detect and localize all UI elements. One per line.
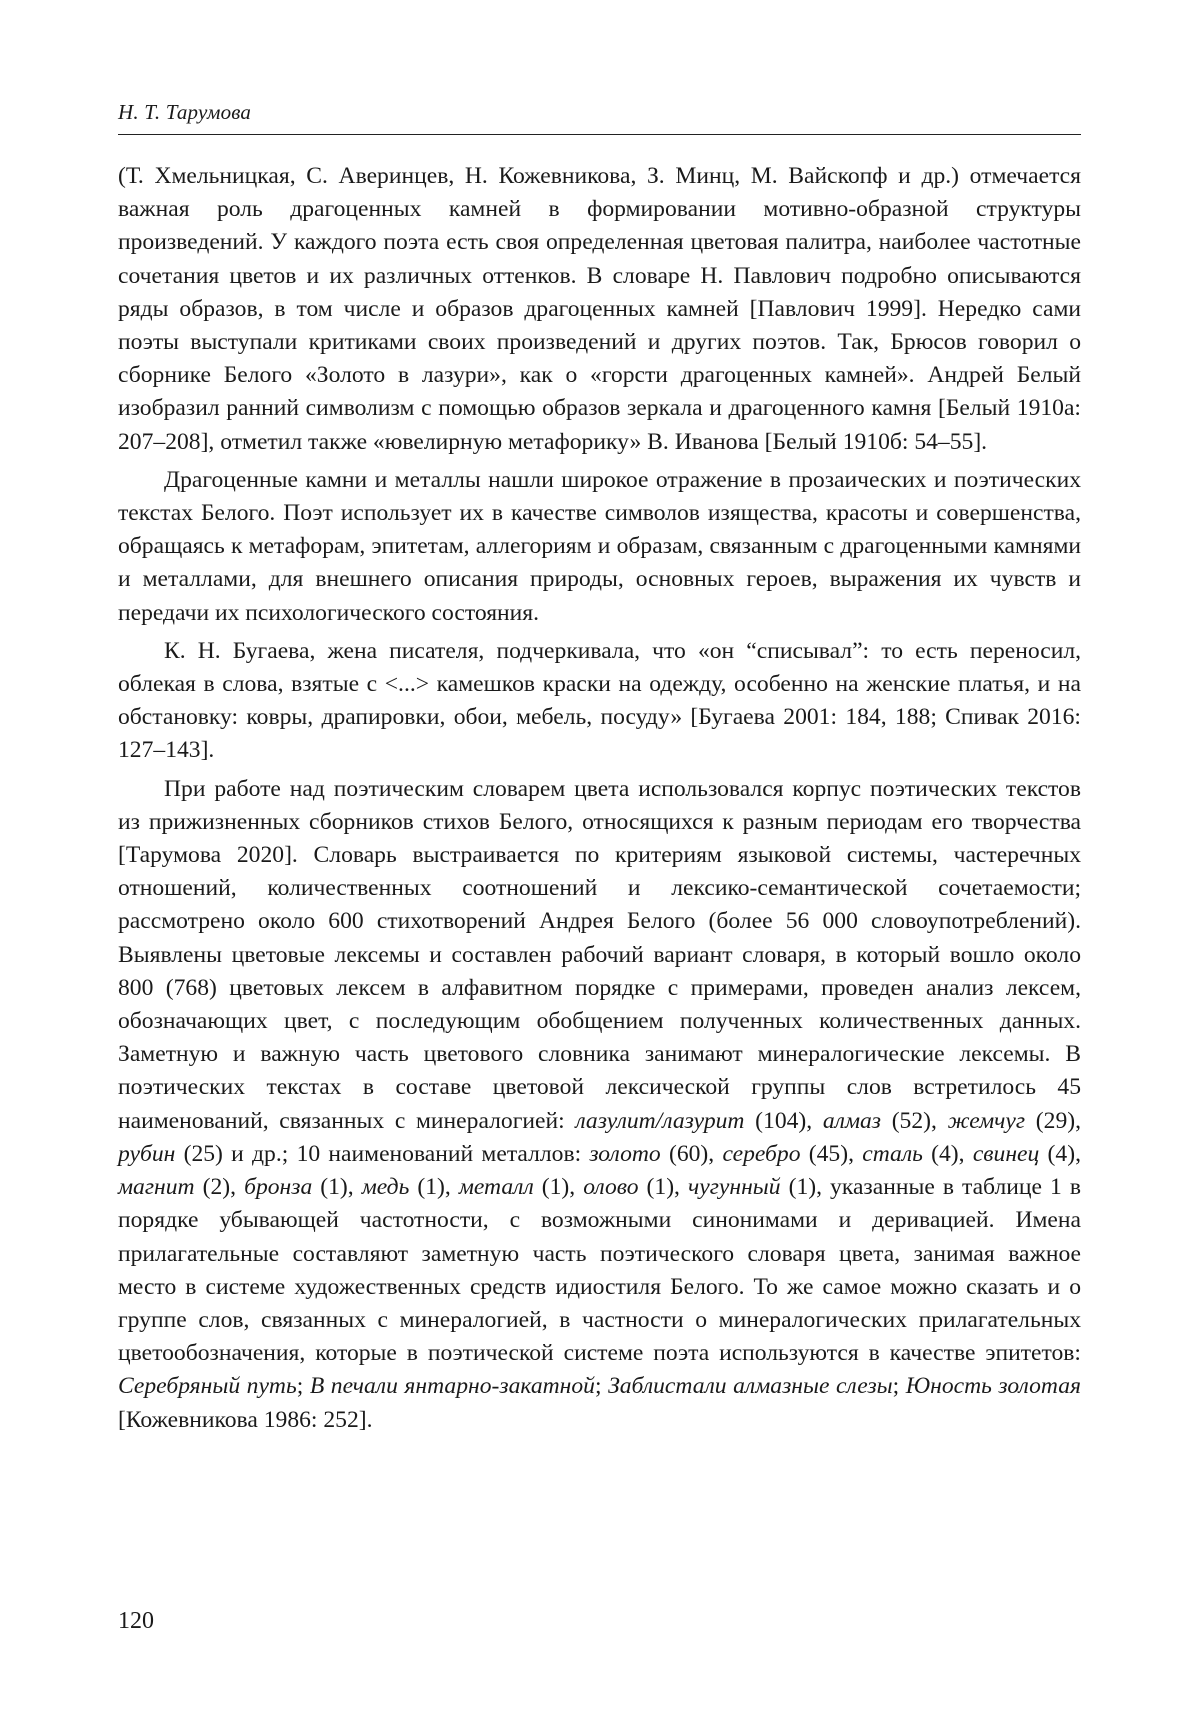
- text-run: (52),: [881, 1107, 948, 1134]
- italic-term: чугунный: [687, 1174, 781, 1201]
- text-run: (25) и др.; 10 наименований металлов:: [175, 1140, 590, 1167]
- italic-term: магнит: [118, 1174, 195, 1201]
- text-run: ;: [296, 1373, 310, 1400]
- italic-term: олово: [583, 1174, 639, 1201]
- italic-term: Серебряный путь: [118, 1373, 297, 1400]
- text-run: (60),: [660, 1140, 723, 1167]
- italic-term: Юность золотая: [905, 1373, 1081, 1400]
- text-run: К. Н. Бугаева, жена писателя, подчеркивала, что «он “списывал”: то есть переносил, облекая в слова, взятые с <...> камешков краски на одежду, особенно на женские платья, и на обстановку: ковры, драпировки, обои, мебель, посуду» [Бугаева 2001: 184, 188; Спивак 2016: 127–143].: [118, 637, 1081, 764]
- italic-term: золото: [589, 1140, 661, 1167]
- italic-term: рубин: [118, 1140, 176, 1167]
- text-run: ;: [892, 1373, 906, 1400]
- body-text: [118, 160, 1081, 1437]
- text-run: Драгоценные камни и металлы нашли широкое отражение в прозаических и поэтических текстах Белого. Поэт использует их в качестве символов изящества, красоты и совершенства, обращаясь к метафорам, эпитетам, аллегориям и образам, связанным с драгоценными камнями и металлами, для внешнего описания природы, основных героев, выражения их чувств и передачи их психологического состояния.: [118, 466, 1081, 626]
- text-run: При работе над поэтическим словарем цвета использовался корпус поэтических текстов из прижизненных сборников стихов Белого, относящихся к разным периодам его творчества [Тарумова 2020]. Словарь выстраивается по критериям языковой системы, частеречных отношений, количественных соотношений и лексико-семантической сочетаемости; рассмотрено около 600 стихотворений Андрея Белого (более 56 000 словоупотреблений). Выявлены цветовые лексемы и составлен рабочий вариант словаря, в который вошло около 800 (768) цветовых лексем в алфавитном порядке с примерами, проведен анализ лексем, обозначающих цвет, с последующим обобщением полученных количественных данных. Заметную и важную часть цветового словника занимают минералогические лексемы. В поэтических текстах в составе цветовой лексической группы слов встретилось 45 наименований, связанных с минералогией:: [118, 775, 1081, 1134]
- paragraph-1: [118, 160, 1081, 459]
- italic-term: Заблистали алмазные слезы: [608, 1373, 893, 1400]
- text-run: (1), указанные в таблице 1 в порядке убывающей частотности, с возможными синонимами и деривацией. Имена прилагательные составляют заметную часть поэтического словаря цвета, занимая важное место в системе художественных средств идиостиля Белого. То же самое можно сказать и о группе слов, связанных с минералогией, в частности о минералогических прилагательных цветообозначения, которые в поэтической системе поэта используются в качестве эпитетов:: [118, 1174, 1081, 1367]
- italic-term: бронза: [244, 1174, 313, 1201]
- text-run: ;: [594, 1373, 609, 1400]
- italic-term: свинец: [972, 1140, 1040, 1167]
- text-run: (104),: [744, 1107, 823, 1134]
- italic-term: В печали янтарно-закатной: [309, 1373, 595, 1400]
- text-run: (45),: [800, 1140, 863, 1167]
- text-run: (4),: [922, 1140, 973, 1167]
- text-run: [Кожевникова 1986: 252].: [118, 1406, 373, 1433]
- paragraph-3: [118, 635, 1081, 768]
- text-run: (1),: [409, 1174, 459, 1201]
- text-run: (2),: [194, 1174, 245, 1201]
- italic-term: жемчуг: [947, 1107, 1026, 1134]
- italic-term: алмаз: [822, 1107, 882, 1134]
- text-run: (1),: [533, 1174, 584, 1201]
- running-head: Н. Т. Тарумова: [118, 100, 1081, 135]
- text-run: (29),: [1025, 1107, 1081, 1134]
- italic-term: сталь: [862, 1140, 923, 1167]
- page-number: 120: [118, 1608, 154, 1634]
- paragraph-4: [118, 773, 1081, 1437]
- text-run: (1),: [312, 1174, 362, 1201]
- italic-term: металл: [458, 1174, 534, 1201]
- italic-term: лазулит/лазурит: [575, 1107, 745, 1134]
- italic-term: медь: [361, 1174, 410, 1201]
- text-run: (1),: [638, 1174, 688, 1201]
- text-run: (4),: [1039, 1140, 1081, 1167]
- paragraph-2: [118, 464, 1081, 630]
- text-run: (Т. Хмельницкая, С. Аверинцев, Н. Кожевникова, З. Минц, М. Вайскопф и др.) отмечается важная роль драгоценных камней в формировании мотивно-образной структуры произведений. У каждого поэта есть своя определенная цветовая палитра, наиболее частотные сочетания цветов и их различных оттенков. В словаре Н. Павлович подробно описываются ряды образов, в том числе и образов драгоценных камней [Павлович 1999]. Нередко сами поэты выступали критиками своих произведений и других поэтов. Так, Брюсов говорил о сборнике Белого «Золото в лазури», как о «горсти драгоценных камней». Андрей Белый изобразил ранний символизм с помощью образов зеркала и драгоценного камня [Белый 1910а: 207–208], отметил также «ювелирную метафорику» В. Иванова [Белый 1910б: 54–55].: [118, 163, 1081, 455]
- italic-term: серебро: [722, 1140, 801, 1167]
